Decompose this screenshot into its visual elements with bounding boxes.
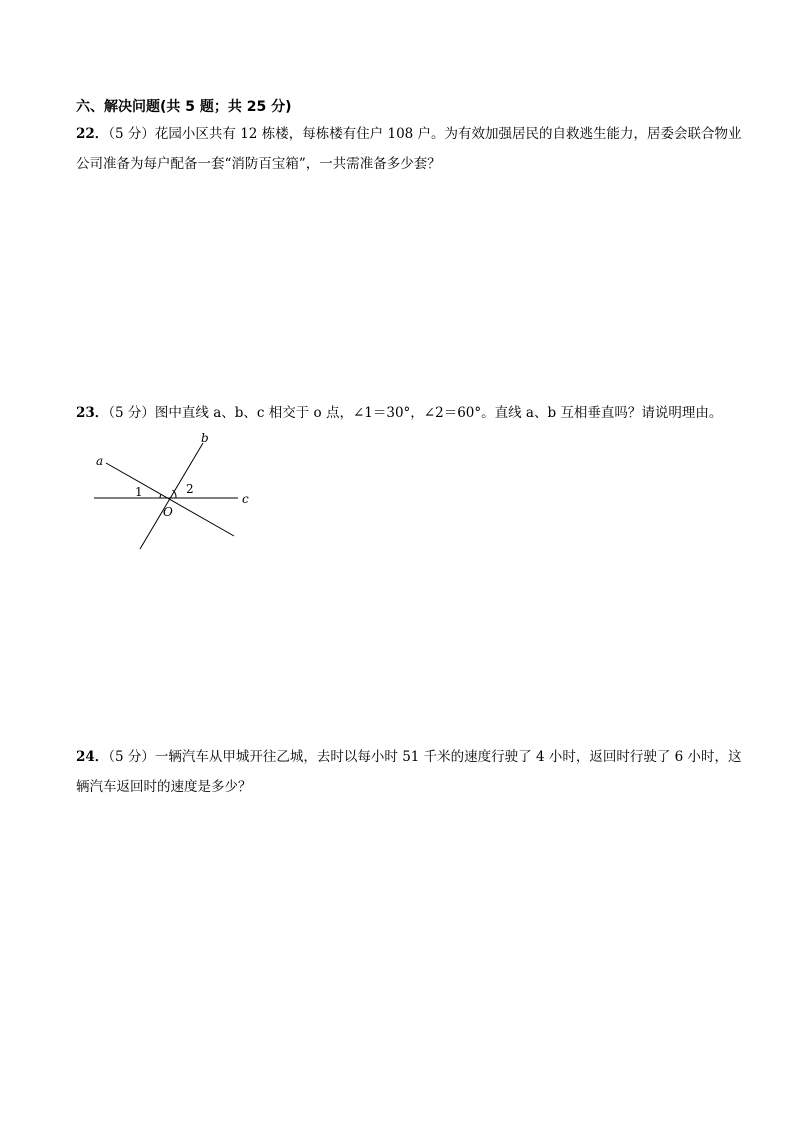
question-23 <box>76 398 746 428</box>
label-o: O <box>163 505 173 519</box>
question-number: 23． <box>76 405 109 421</box>
label-angle-2: 2 <box>186 482 194 496</box>
question-24 <box>76 742 746 802</box>
section-title: 六、解决问题(共 5 题；共 25 分) <box>76 99 292 115</box>
question-text: （5 分）一辆汽车从甲城开往乙城，去时以每小时 51 千米的速度行驶了 4 小时，返回时行驶了 6 小时，这辆汽车返回时的速度是多少？ <box>76 749 742 795</box>
question-text: （5 分）图中直线 a、b、c 相交于 o 点，∠1＝30°，∠2＝60°。直线 a、b 互相垂直吗？请说明理由。 <box>108 405 723 421</box>
question-text: （5 分）花园小区共有 12 栋楼，每栋楼有住户 108 户。为有效加强居民的自救逃生能力，居委会联合物业公司准备为每户配备一套“消防百宝箱”，一共需准备多少套？ <box>76 126 742 172</box>
angle-1-arc <box>160 494 161 498</box>
intersecting-lines-figure <box>86 428 266 556</box>
question-number: 24． <box>76 749 109 765</box>
label-a: a <box>96 454 104 468</box>
label-c: c <box>242 492 249 506</box>
label-b: b <box>201 431 209 445</box>
line-b <box>140 443 203 549</box>
question-number: 22． <box>76 126 109 142</box>
label-angle-1: 1 <box>135 485 143 499</box>
question-22 <box>76 119 746 179</box>
